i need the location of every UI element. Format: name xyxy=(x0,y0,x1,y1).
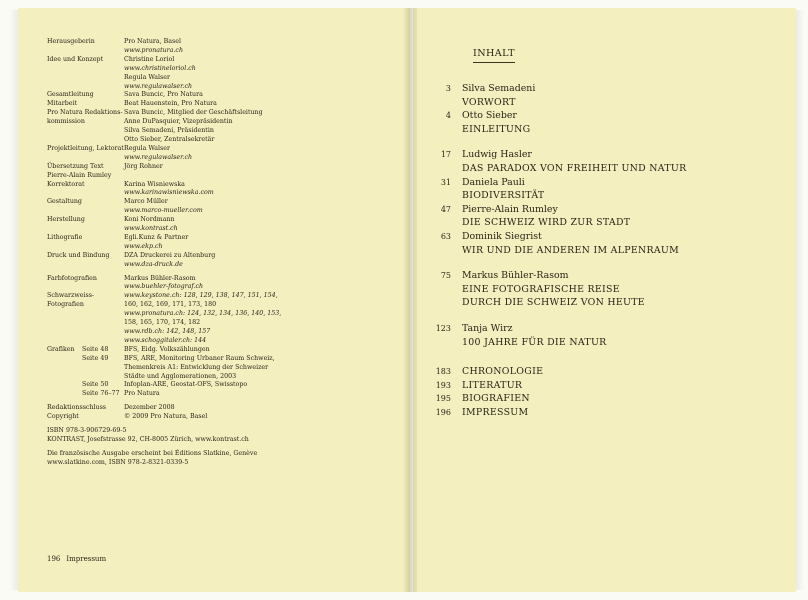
toc-author: Otto Sieber xyxy=(462,110,517,122)
grafiken-label xyxy=(47,373,82,382)
toc-entry-title-row xyxy=(420,216,780,230)
toc-title: LITERATUR xyxy=(462,379,523,391)
toc-title: 100 JAHRE FÜR DIE NATUR xyxy=(462,336,607,348)
toc-entry-author-row xyxy=(420,148,780,162)
credit-label xyxy=(47,319,124,328)
credit-label xyxy=(47,47,124,56)
credit-row xyxy=(47,198,377,207)
toc-title: EINE FOTOGRAFISCHE REISE xyxy=(462,283,620,295)
toc-entry-title-row xyxy=(420,283,780,297)
grafiken-page: Seite 48 xyxy=(82,345,109,353)
right-page-edge xyxy=(796,10,804,590)
grafiken-page xyxy=(82,373,124,382)
credit-row xyxy=(47,292,377,301)
grafiken-value: Städte und Agglomerationen, 2003 xyxy=(124,372,237,380)
credit-row xyxy=(47,181,377,190)
credit-label xyxy=(47,225,124,234)
toc-title: DIE SCHWEIZ WIRD ZUR STADT xyxy=(462,217,631,229)
credit-value: www.pronatura.ch xyxy=(124,46,183,54)
toc-author: Ludwig Hasler xyxy=(462,149,532,161)
table-of-contents xyxy=(420,82,780,419)
credit-value: 160, 162, 169, 171, 173, 180 xyxy=(124,301,217,309)
credit-row xyxy=(47,127,377,136)
toc-spacer xyxy=(420,310,780,322)
grafiken-label-cell xyxy=(47,373,124,382)
credit-label: kommission xyxy=(47,118,85,126)
credit-value: Silva Semadeni, Präsidentin xyxy=(124,127,214,135)
isbn-line: ISBN 978-3-906729-69-5 xyxy=(47,427,127,435)
toc-author: Silva Semadeni xyxy=(462,83,536,94)
toc-entry-author-row xyxy=(420,176,780,190)
credit-row xyxy=(47,225,377,234)
toc-entry-author-row xyxy=(420,322,780,336)
toc-page-number: 195 xyxy=(435,394,451,404)
toc-entry-author-row xyxy=(420,230,780,244)
credit-label: Übersetzung Text xyxy=(47,162,104,170)
credit-label: Druck und Bindung xyxy=(47,251,110,259)
toc-spacer xyxy=(420,136,780,148)
credit-label: Idee und Konzept xyxy=(47,55,104,63)
credit-label: Pro Natura Redaktions- xyxy=(47,109,123,117)
toc-entry-title-row xyxy=(420,96,780,110)
credit-value: Beat Hauenstein, Pro Natura xyxy=(124,100,217,108)
grafiken-row xyxy=(47,346,377,355)
credit-row xyxy=(47,275,377,284)
grafiken-page: Seite 76–77 xyxy=(82,390,120,398)
credit-row xyxy=(47,136,377,145)
credit-label xyxy=(47,65,124,74)
credit-row xyxy=(47,83,377,92)
toc-page-number: 4 xyxy=(445,111,451,121)
credit-value: Karina Wisniewska xyxy=(124,180,185,188)
credit-row xyxy=(47,301,377,310)
gutter-shadow xyxy=(403,8,417,592)
french-edition-line: Die französische Ausgabe erscheint bei Éditions Slatkine, Genève xyxy=(47,449,258,457)
credit-label xyxy=(47,261,124,270)
credit-row xyxy=(47,207,377,216)
credit-row xyxy=(47,91,377,100)
closing-label: Copyright xyxy=(47,413,79,421)
toc-page-number xyxy=(420,283,462,297)
grafiken-label xyxy=(47,355,82,364)
toc-author: Markus Bühler-Rasom xyxy=(462,270,569,282)
credit-value: www.kontrast.ch xyxy=(124,225,178,233)
credit-value xyxy=(124,172,377,181)
credit-value: Jörg Rohner xyxy=(124,162,163,170)
toc-entry-title-row xyxy=(420,336,780,350)
credit-row xyxy=(47,118,377,127)
grafiken-label xyxy=(47,364,82,373)
toc-page-number xyxy=(420,336,462,350)
credit-value: Egli.Kunz & Partner xyxy=(124,233,189,241)
grafiken-value: Infoplan-ARE, Geostat-OFS, Swisstopo xyxy=(124,381,248,389)
credit-row xyxy=(47,337,377,346)
grafiken-value: Themenkreis A1: Entwicklung der Schweizer xyxy=(124,363,269,371)
toc-entry-author-row xyxy=(420,82,780,96)
credit-value: Christine Loriol xyxy=(124,55,175,63)
toc-page-number xyxy=(420,296,462,310)
grafiken-row xyxy=(47,364,377,373)
credit-row xyxy=(47,243,377,252)
toc-author: Daniela Pauli xyxy=(462,176,525,188)
toc-page-number: 17 xyxy=(440,150,451,160)
credit-value: Pro Natura, Basel xyxy=(124,38,182,45)
grafiken-page xyxy=(82,364,124,373)
grafiken-row xyxy=(47,390,377,399)
toc-title: DAS PARADOX VON FREIHEIT UND NATUR xyxy=(462,162,687,174)
credit-row xyxy=(47,163,377,172)
toc-page-number: 63 xyxy=(440,231,451,241)
left-page-edge xyxy=(10,10,18,590)
credit-row xyxy=(47,216,377,225)
grafiken-row xyxy=(47,381,377,390)
credit-value: Marco Müller xyxy=(124,198,168,206)
toc-entry-title-row xyxy=(420,365,780,379)
credit-value: www.karinawisniewska.com xyxy=(124,189,214,197)
credit-value: DZA Druckerei zu Altenburg xyxy=(124,251,216,259)
toc-spacer xyxy=(420,257,780,269)
credit-label xyxy=(47,207,124,216)
toc-entry-title-row xyxy=(420,392,780,406)
isbn-line: KONTRAST, Josefstrasse 92, CH-8005 Zürich, www.kontrast.ch xyxy=(47,435,249,443)
toc-title: EINLEITUNG xyxy=(462,123,531,135)
credit-row xyxy=(47,47,377,56)
toc-page-number xyxy=(420,189,462,203)
toc-title: VORWORT xyxy=(462,96,516,108)
credit-value: www.dza-druck.de xyxy=(124,260,183,268)
credit-value: Sava Buncic, Pro Natura xyxy=(124,91,203,99)
closing-label: Redaktionsschluss xyxy=(47,404,107,412)
toc-entry-title-row xyxy=(420,379,780,393)
credit-row xyxy=(47,319,377,328)
grafiken-label xyxy=(47,381,82,390)
toc-title: CHRONOLOGIE xyxy=(462,366,544,378)
closing-row xyxy=(47,413,377,422)
credit-row xyxy=(47,109,377,118)
credit-label xyxy=(47,243,124,252)
toc-heading-rule xyxy=(473,62,515,63)
toc-page-number: 123 xyxy=(435,323,451,333)
credit-row xyxy=(47,65,377,74)
credit-value: www.regulawalser.ch xyxy=(124,82,193,90)
credit-label: Lithografie xyxy=(47,233,83,241)
credit-row xyxy=(47,234,377,243)
page-footer xyxy=(47,555,106,563)
credit-label: Schwarzweiss- xyxy=(47,292,95,300)
credit-row xyxy=(47,145,377,154)
credit-value: Koni Nordmann xyxy=(124,216,175,224)
grafiken-value: BFS, ARE, Monitoring Urbaner Raum Schweiz, xyxy=(124,354,275,362)
toc-entry-author-row xyxy=(420,203,780,217)
credit-value: www.regulawalser.ch xyxy=(124,153,193,161)
credit-row xyxy=(47,189,377,198)
grafiken-row xyxy=(47,355,377,364)
closing-value: Dezember 2008 xyxy=(124,404,175,412)
credit-value: Regula Walser xyxy=(124,73,170,81)
closing-value: © 2009 Pro Natura, Basel xyxy=(124,413,208,421)
toc-entry-title-row xyxy=(420,189,780,203)
credit-label: Gesamtleitung xyxy=(47,91,94,99)
page-number: 196 xyxy=(47,555,61,563)
credit-row xyxy=(47,74,377,83)
credit-row xyxy=(47,154,377,163)
credit-label: Herstellung xyxy=(47,216,85,224)
toc-title: IMPRESSUM xyxy=(462,406,529,418)
toc-title: WIR UND DIE ANDEREN IM ALPENRAUM xyxy=(462,244,680,256)
toc-page-number xyxy=(420,216,462,230)
toc-entry-title-row xyxy=(420,244,780,258)
credit-label xyxy=(47,136,124,145)
footer-label: Impressum xyxy=(66,555,107,563)
toc-page-number: 75 xyxy=(440,271,451,281)
grafiken-label-cell xyxy=(47,364,124,373)
toc-author: Dominik Siegrist xyxy=(462,230,542,242)
toc-page-number: 196 xyxy=(435,407,451,417)
credit-value: Markus Bühler-Rasom xyxy=(124,274,196,282)
credit-value: www.keystone.ch: 128, 129, 138, 147, 151, 154, xyxy=(124,292,278,300)
toc-page-number xyxy=(420,123,462,137)
credit-row xyxy=(47,100,377,109)
toc-entry-title-row xyxy=(420,162,780,176)
grafiken-page: Seite 50 xyxy=(82,381,109,389)
toc-page-number: 47 xyxy=(440,204,451,214)
grafiken-label-cell xyxy=(47,381,124,390)
toc-author: Tanja Wirz xyxy=(462,322,513,334)
credit-label xyxy=(47,189,124,198)
credit-value: Regula Walser xyxy=(124,144,170,152)
credit-label: Pierre-Alain Rumley xyxy=(47,171,112,179)
grafiken-label-cell xyxy=(47,346,124,355)
credit-value: www.marco-mueller.com xyxy=(124,207,203,215)
credit-label: Gestaltung xyxy=(47,198,82,206)
grafiken-label-cell xyxy=(47,355,124,364)
toc-author: Pierre-Alain Rumley xyxy=(462,203,558,215)
credit-row xyxy=(47,261,377,270)
toc-page-number xyxy=(420,244,462,258)
toc-page-number xyxy=(420,162,462,176)
french-edition-line: www.slatkine.com, ISBN 978-2-8321-0339-5 xyxy=(47,458,189,466)
credit-row xyxy=(47,172,377,181)
toc-entry-author-row xyxy=(420,109,780,123)
credit-label xyxy=(47,154,124,163)
credit-label: Herausgeberin xyxy=(47,38,95,45)
credit-value: www.rdb.ch: 142, 148, 157 xyxy=(124,328,211,335)
credit-label: Fotografien xyxy=(47,301,84,309)
credit-value: www.christineloriol.ch xyxy=(124,64,196,72)
credit-label: Mitarbeit xyxy=(47,100,78,108)
toc-heading: INHALT xyxy=(473,48,515,59)
grafiken-label xyxy=(47,390,82,399)
toc-title: DURCH DIE SCHWEIZ VON HEUTE xyxy=(462,297,645,309)
credit-value: www.pronatura.ch: 124, 132, 134, 136, 140, 153, xyxy=(124,310,282,318)
credit-row xyxy=(47,38,377,47)
toc-entry-title-row xyxy=(420,296,780,310)
toc-title: BIOGRAFIEN xyxy=(462,393,530,405)
credit-label: Korrektorat xyxy=(47,180,85,188)
credit-label: Farbfotografien xyxy=(47,274,97,282)
closing-row xyxy=(47,404,377,413)
credit-row xyxy=(47,252,377,261)
credit-label xyxy=(47,127,124,136)
credit-row xyxy=(47,328,377,337)
toc-entry-title-row xyxy=(420,406,780,420)
credit-row xyxy=(47,310,377,319)
grafiken-label: Grafiken xyxy=(47,345,75,353)
credit-label xyxy=(47,310,124,319)
credit-value: Otto Sieber, Zentralsekretär xyxy=(124,135,215,143)
toc-page-number xyxy=(420,96,462,110)
toc-title: BIODIVERSITÄT xyxy=(462,190,545,202)
grafiken-row xyxy=(47,373,377,382)
grafiken-page: Seite 49 xyxy=(82,354,109,362)
grafiken-value: Pro Natura xyxy=(124,390,160,398)
credit-label xyxy=(47,74,124,83)
credit-value: 158, 165, 170, 174, 182 xyxy=(124,319,201,327)
credit-label: Projektleitung, Lektorat xyxy=(47,144,124,152)
credit-row xyxy=(47,56,377,65)
credit-value: www.buehler-fotograf.ch xyxy=(124,283,204,291)
toc-entry-author-row xyxy=(420,269,780,283)
toc-page-number: 31 xyxy=(440,177,451,187)
grafiken-label-cell xyxy=(47,390,124,399)
credit-value: www.schoggitaler.ch: 144 xyxy=(124,336,207,344)
toc-page-number: 193 xyxy=(435,380,451,390)
toc-spacer xyxy=(420,349,780,365)
impressum-block xyxy=(47,38,377,468)
toc-entry-title-row xyxy=(420,123,780,137)
credit-label xyxy=(47,83,124,92)
toc-page-number: 3 xyxy=(445,84,451,93)
credit-label xyxy=(47,337,124,346)
credit-label xyxy=(47,283,124,292)
credit-value: Anne DuPasquier, Vizepräsidentin xyxy=(124,118,233,126)
toc-page-number: 183 xyxy=(435,367,451,377)
credit-label xyxy=(47,328,124,337)
credit-value: Sava Buncic, Mitglied der Geschäftsleitung xyxy=(124,109,263,117)
grafiken-value: BFS, Eidg. Volkszählungen xyxy=(124,345,210,353)
credit-row xyxy=(47,283,377,292)
credit-value: www.ekp.ch xyxy=(124,242,163,250)
